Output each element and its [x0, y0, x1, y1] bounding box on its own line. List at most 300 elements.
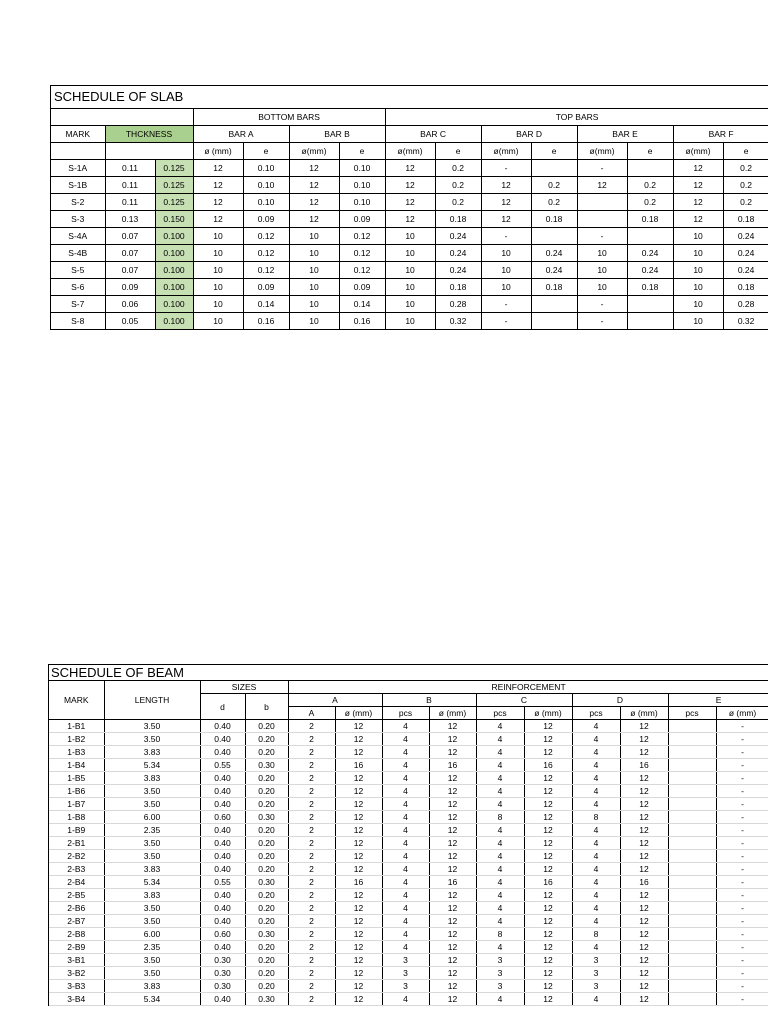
beam-sub-header: ø (mm) — [524, 707, 572, 720]
sub-header: e — [627, 143, 673, 160]
beam-cell: 12 — [335, 980, 382, 993]
beam-table-row — [49, 759, 768, 772]
beam-cell: 4 — [382, 733, 429, 746]
beam-cell: 0.40 — [200, 915, 245, 928]
beam-cell: 12 — [524, 837, 572, 850]
beam-cell: 2 — [288, 733, 335, 746]
beam-sub-header: pcs — [668, 707, 716, 720]
beam-cell: 16 — [620, 876, 668, 889]
beam-group-header: C — [476, 694, 572, 707]
beam-cell: 4 — [382, 863, 429, 876]
slab-cell: 0.11 — [105, 177, 155, 194]
slab-cell: 0.12 — [243, 245, 289, 262]
slab-cell: 0.24 — [627, 245, 673, 262]
beam-sub-header: pcs — [476, 707, 524, 720]
beam-table-row — [49, 993, 768, 1006]
beam-cell: 0.20 — [245, 915, 288, 928]
slab-cell: 0.13 — [105, 211, 155, 228]
slab-cell: - — [577, 160, 627, 177]
beam-cell: 16 — [620, 759, 668, 772]
slab-cell: 0.24 — [723, 228, 768, 245]
slab-table-row — [51, 177, 768, 194]
slab-cell: 10 — [193, 228, 243, 245]
beam-cell — [668, 954, 716, 967]
beam-cell: 12 — [620, 941, 668, 954]
beam-cell: 0.55 — [200, 759, 245, 772]
beam-cell: 2 — [288, 993, 335, 1006]
beam-cell: 0.20 — [245, 733, 288, 746]
slab-table-row — [51, 262, 768, 279]
slab-cell: 10 — [385, 296, 435, 313]
bar-header: BAR A — [193, 126, 289, 143]
beam-cell: 2-B5 — [49, 889, 104, 902]
beam-cell: 12 — [429, 915, 476, 928]
beam-cell: 12 — [335, 798, 382, 811]
slab-cell: 10 — [481, 279, 531, 296]
beam-group-header: D — [572, 694, 668, 707]
slab-cell: 10 — [481, 262, 531, 279]
beam-cell: 12 — [429, 863, 476, 876]
beam-cell: 16 — [335, 876, 382, 889]
beam-cell: 3.50 — [104, 837, 200, 850]
beam-cell — [668, 863, 716, 876]
beam-cell: 12 — [429, 824, 476, 837]
slab-cell: 0.100 — [155, 279, 193, 296]
beam-cell: 2 — [288, 928, 335, 941]
beam-cell: 4 — [476, 941, 524, 954]
beam-cell: 0.30 — [200, 954, 245, 967]
beam-cell: 4 — [382, 837, 429, 850]
beam-cell: 12 — [524, 915, 572, 928]
slab-cell — [531, 228, 577, 245]
beam-cell: 1-B8 — [49, 811, 104, 824]
slab-cell — [531, 160, 577, 177]
beam-cell: 0.40 — [200, 863, 245, 876]
slab-cell: 0.10 — [243, 160, 289, 177]
beam-cell: 12 — [620, 720, 668, 733]
beam-cell: 12 — [429, 954, 476, 967]
slab-cell: S-4B — [51, 245, 105, 262]
beam-cell: 12 — [335, 954, 382, 967]
beam-cell: - — [716, 980, 768, 993]
slab-cell: 12 — [385, 160, 435, 177]
beam-cell: 4 — [476, 850, 524, 863]
beam-cell: 3 — [572, 980, 620, 993]
beam-cell: 4 — [572, 798, 620, 811]
beam-cell: 4 — [476, 993, 524, 1006]
beam-cell: 2 — [288, 889, 335, 902]
beam-table-row — [49, 876, 768, 889]
thickness-header: THCKNESS — [105, 126, 193, 143]
beam-cell: 1-B1 — [49, 720, 104, 733]
beam-cell: 2 — [288, 720, 335, 733]
beam-cell: 12 — [524, 746, 572, 759]
beam-cell: 8 — [476, 811, 524, 824]
beam-cell: 12 — [335, 811, 382, 824]
beam-cell: 3.83 — [104, 746, 200, 759]
slab-cell: 0.12 — [339, 228, 385, 245]
slab-cell: - — [577, 296, 627, 313]
beam-cell — [668, 837, 716, 850]
beam-cell: - — [716, 954, 768, 967]
beam-cell: 4 — [572, 902, 620, 915]
slab-table-row — [51, 211, 768, 228]
beam-cell — [668, 798, 716, 811]
slab-cell: S-4A — [51, 228, 105, 245]
beam-group-header: A — [288, 694, 382, 707]
beam-cell: 12 — [429, 733, 476, 746]
beam-cell: 4 — [476, 915, 524, 928]
slab-table-body — [51, 160, 768, 330]
beam-cell: 12 — [620, 889, 668, 902]
beam-cell: 0.20 — [245, 980, 288, 993]
slab-cell: 0.12 — [243, 228, 289, 245]
beam-cell: 12 — [524, 824, 572, 837]
beam-cell: 4 — [572, 785, 620, 798]
slab-cell: 0.2 — [531, 177, 577, 194]
slab-cell: 0.10 — [339, 194, 385, 211]
beam-cell: 12 — [620, 928, 668, 941]
slab-cell: 0.125 — [155, 177, 193, 194]
beam-cell: 12 — [429, 798, 476, 811]
beam-cell: 0.40 — [200, 837, 245, 850]
beam-cell: 0.20 — [245, 746, 288, 759]
slab-cell: 0.2 — [627, 177, 673, 194]
beam-table-row — [49, 837, 768, 850]
slab-cell: 12 — [577, 177, 627, 194]
beam-cell: 12 — [335, 915, 382, 928]
beam-cell: 8 — [572, 811, 620, 824]
beam-cell: 12 — [620, 772, 668, 785]
beam-cell: 12 — [335, 993, 382, 1006]
beam-cell: 0.40 — [200, 902, 245, 915]
beam-cell: 3.50 — [104, 720, 200, 733]
beam-cell: 4 — [476, 772, 524, 785]
beam-cell: 4 — [476, 902, 524, 915]
beam-cell: 3-B3 — [49, 980, 104, 993]
beam-cell: 4 — [476, 759, 524, 772]
slab-cell: 12 — [289, 194, 339, 211]
slab-cell: 10 — [673, 262, 723, 279]
sub-header: e — [531, 143, 577, 160]
slab-table-row — [51, 160, 768, 177]
beam-cell: 12 — [524, 720, 572, 733]
beam-cell: 12 — [335, 733, 382, 746]
beam-cell: 3.50 — [104, 915, 200, 928]
beam-cell: 12 — [335, 967, 382, 980]
beam-cell: 3 — [382, 980, 429, 993]
slab-cell: 0.12 — [243, 262, 289, 279]
beam-cell: 3-B1 — [49, 954, 104, 967]
slab-table — [51, 109, 768, 330]
beam-cell: 3 — [572, 954, 620, 967]
slab-cell: - — [481, 228, 531, 245]
beam-cell: 12 — [429, 902, 476, 915]
slab-cell: 0.09 — [243, 279, 289, 296]
sub-header: ø(mm) — [577, 143, 627, 160]
slab-cell: 10 — [577, 279, 627, 296]
beam-cell: 12 — [524, 928, 572, 941]
beam-table-row — [49, 863, 768, 876]
beam-cell: 0.20 — [245, 902, 288, 915]
beam-cell: 2-B1 — [49, 837, 104, 850]
beam-cell: 4 — [572, 850, 620, 863]
slab-cell: 12 — [289, 160, 339, 177]
beam-cell: 12 — [429, 772, 476, 785]
beam-cell — [668, 850, 716, 863]
beam-cell: 3.83 — [104, 772, 200, 785]
slab-cell: 12 — [385, 177, 435, 194]
beam-cell: 3.83 — [104, 889, 200, 902]
slab-cell: S-2 — [51, 194, 105, 211]
beam-cell: - — [716, 876, 768, 889]
slab-cell: 10 — [577, 262, 627, 279]
beam-cell: 4 — [382, 720, 429, 733]
slab-cell — [531, 296, 577, 313]
slab-cell: S-5 — [51, 262, 105, 279]
beam-cell: 12 — [620, 954, 668, 967]
beam-table-row — [49, 889, 768, 902]
beam-cell: 4 — [572, 993, 620, 1006]
slab-cell: S-8 — [51, 313, 105, 330]
beam-cell: 12 — [429, 837, 476, 850]
beam-cell — [668, 928, 716, 941]
slab-cell: 10 — [193, 296, 243, 313]
slab-group-header-row — [51, 109, 768, 126]
beam-cell: 0.30 — [245, 876, 288, 889]
beam-sub-header: ø (mm) — [335, 707, 382, 720]
slab-cell: 0.07 — [105, 228, 155, 245]
beam-d-header: d — [200, 694, 245, 720]
beam-cell: 12 — [620, 863, 668, 876]
beam-cell: 2 — [288, 967, 335, 980]
slab-cell: 0.2 — [435, 160, 481, 177]
beam-table-row — [49, 811, 768, 824]
beam-cell: 1-B3 — [49, 746, 104, 759]
beam-cell — [668, 967, 716, 980]
slab-cell: 10 — [385, 313, 435, 330]
beam-cell: 4 — [382, 915, 429, 928]
beam-cell: 5.34 — [104, 993, 200, 1006]
beam-cell: 12 — [429, 785, 476, 798]
beam-cell: 12 — [620, 746, 668, 759]
slab-cell: 0.2 — [531, 194, 577, 211]
beam-cell: 2-B3 — [49, 863, 104, 876]
beam-cell — [668, 889, 716, 902]
slab-cell: 10 — [481, 245, 531, 262]
beam-cell: 2-B9 — [49, 941, 104, 954]
beam-cell: 2 — [288, 954, 335, 967]
beam-cell: 16 — [524, 759, 572, 772]
mark-header: MARK — [51, 126, 105, 143]
beam-cell: 12 — [335, 785, 382, 798]
beam-cell: 4 — [382, 889, 429, 902]
beam-cell: 3.83 — [104, 863, 200, 876]
beam-cell: - — [716, 863, 768, 876]
beam-sub-header: ø (mm) — [429, 707, 476, 720]
beam-cell: 3.50 — [104, 954, 200, 967]
slab-cell: 0.125 — [155, 194, 193, 211]
bar-header: BAR B — [289, 126, 385, 143]
beam-cell: - — [716, 928, 768, 941]
beam-cell: 12 — [335, 850, 382, 863]
slab-cell: 0.10 — [243, 194, 289, 211]
slab-cell: 0.05 — [105, 313, 155, 330]
slab-cell: 0.11 — [105, 194, 155, 211]
beam-table-row — [49, 733, 768, 746]
beam-cell: - — [716, 811, 768, 824]
slab-cell: 10 — [385, 262, 435, 279]
slab-cell: 0.18 — [531, 279, 577, 296]
slab-table-row — [51, 279, 768, 296]
beam-cell: 4 — [476, 837, 524, 850]
slab-cell: 0.18 — [723, 279, 768, 296]
beam-cell: - — [716, 798, 768, 811]
beam-cell: 4 — [382, 928, 429, 941]
beam-cell: 4 — [382, 785, 429, 798]
sub-header: ø (mm) — [193, 143, 243, 160]
beam-cell: 12 — [524, 863, 572, 876]
slab-cell: 0.10 — [339, 160, 385, 177]
beam-cell: 2 — [288, 941, 335, 954]
slab-cell: 0.32 — [723, 313, 768, 330]
beam-cell: 12 — [524, 772, 572, 785]
beam-cell: 2.35 — [104, 941, 200, 954]
beam-table-row — [49, 902, 768, 915]
bar-header: BAR F — [673, 126, 768, 143]
beam-cell: 4 — [572, 876, 620, 889]
slab-table-row — [51, 245, 768, 262]
beam-cell: 0.20 — [245, 954, 288, 967]
bottom-bars-header: BOTTOM BARS — [193, 109, 385, 126]
slab-cell: 10 — [673, 279, 723, 296]
beam-cell: 4 — [382, 759, 429, 772]
beam-cell: 3.50 — [104, 798, 200, 811]
slab-cell: 0.14 — [339, 296, 385, 313]
beam-cell: 12 — [524, 811, 572, 824]
beam-cell: 16 — [429, 876, 476, 889]
beam-cell: 3-B2 — [49, 967, 104, 980]
beam-cell: 0.60 — [200, 811, 245, 824]
slab-cell: 0.12 — [339, 245, 385, 262]
slab-cell: 0.2 — [435, 177, 481, 194]
slab-cell — [627, 160, 673, 177]
slab-cell: 0.18 — [435, 279, 481, 296]
slab-cell: 10 — [289, 279, 339, 296]
beam-cell: 0.40 — [200, 772, 245, 785]
beam-cell: 1-B4 — [49, 759, 104, 772]
slab-cell: 10 — [289, 228, 339, 245]
beam-sub-header: ø (mm) — [716, 707, 768, 720]
slab-cell: 0.18 — [531, 211, 577, 228]
slab-table-row — [51, 228, 768, 245]
beam-cell: 12 — [524, 785, 572, 798]
beam-cell: 2 — [288, 863, 335, 876]
beam-cell: 12 — [429, 850, 476, 863]
sub-header: ø(mm) — [289, 143, 339, 160]
beam-cell: 0.20 — [245, 863, 288, 876]
slab-cell: 0.28 — [723, 296, 768, 313]
beam-cell: 3 — [476, 980, 524, 993]
slab-cell: 0.24 — [435, 245, 481, 262]
beam-cell: 3 — [476, 954, 524, 967]
beam-cell — [668, 720, 716, 733]
beam-cell: 2 — [288, 746, 335, 759]
slab-cell: 12 — [193, 177, 243, 194]
sub-header: ø(mm) — [673, 143, 723, 160]
slab-cell: 0.09 — [339, 279, 385, 296]
beam-cell: 12 — [524, 798, 572, 811]
slab-cell: 0.125 — [155, 160, 193, 177]
beam-cell: 2 — [288, 837, 335, 850]
beam-cell: 6.00 — [104, 928, 200, 941]
beam-cell: 4 — [476, 889, 524, 902]
beam-cell: 0.30 — [200, 980, 245, 993]
beam-cell: 12 — [620, 798, 668, 811]
beam-table-row — [49, 785, 768, 798]
beam-cell: 12 — [524, 733, 572, 746]
slab-cell: 0.100 — [155, 262, 193, 279]
beam-cell: 0.20 — [245, 889, 288, 902]
beam-reinforcement-header: REINFORCEMENT — [288, 681, 768, 694]
beam-cell: 12 — [429, 720, 476, 733]
beam-cell — [668, 915, 716, 928]
beam-cell: - — [716, 837, 768, 850]
slab-cell — [627, 228, 673, 245]
beam-cell: 0.20 — [245, 720, 288, 733]
beam-cell: 12 — [335, 837, 382, 850]
beam-cell: 4 — [382, 902, 429, 915]
beam-cell — [668, 785, 716, 798]
slab-cell: 10 — [385, 245, 435, 262]
beam-cell: 0.20 — [245, 798, 288, 811]
beam-cell — [668, 824, 716, 837]
slab-cell: 10 — [193, 279, 243, 296]
slab-cell: 12 — [481, 194, 531, 211]
slab-cell: S-3 — [51, 211, 105, 228]
beam-cell: 1-B2 — [49, 733, 104, 746]
beam-cell: 4 — [382, 941, 429, 954]
slab-cell: 0.07 — [105, 245, 155, 262]
slab-cell — [577, 194, 627, 211]
beam-cell: 0.60 — [200, 928, 245, 941]
beam-cell: 1-B9 — [49, 824, 104, 837]
slab-cell: 12 — [385, 211, 435, 228]
slab-cell — [627, 313, 673, 330]
beam-cell: 12 — [335, 902, 382, 915]
beam-table-row — [49, 746, 768, 759]
beam-schedule-title: SCHEDULE OF BEAM — [49, 665, 768, 681]
slab-cell: 0.11 — [105, 160, 155, 177]
slab-cell: 12 — [673, 211, 723, 228]
beam-cell: 12 — [620, 993, 668, 1006]
beam-cell: 2 — [288, 798, 335, 811]
slab-cell: 0.18 — [627, 211, 673, 228]
slab-cell: 0.2 — [723, 160, 768, 177]
beam-cell: 12 — [429, 980, 476, 993]
sub-header: e — [243, 143, 289, 160]
slab-cell: 12 — [673, 194, 723, 211]
slab-cell: 0.09 — [243, 211, 289, 228]
slab-cell: 12 — [385, 194, 435, 211]
beam-cell: 4 — [572, 824, 620, 837]
beam-cell: 12 — [429, 967, 476, 980]
slab-cell: 0.100 — [155, 228, 193, 245]
slab-cell: - — [577, 228, 627, 245]
beam-table-row — [49, 980, 768, 993]
beam-cell: 12 — [620, 967, 668, 980]
beam-cell: 12 — [524, 902, 572, 915]
